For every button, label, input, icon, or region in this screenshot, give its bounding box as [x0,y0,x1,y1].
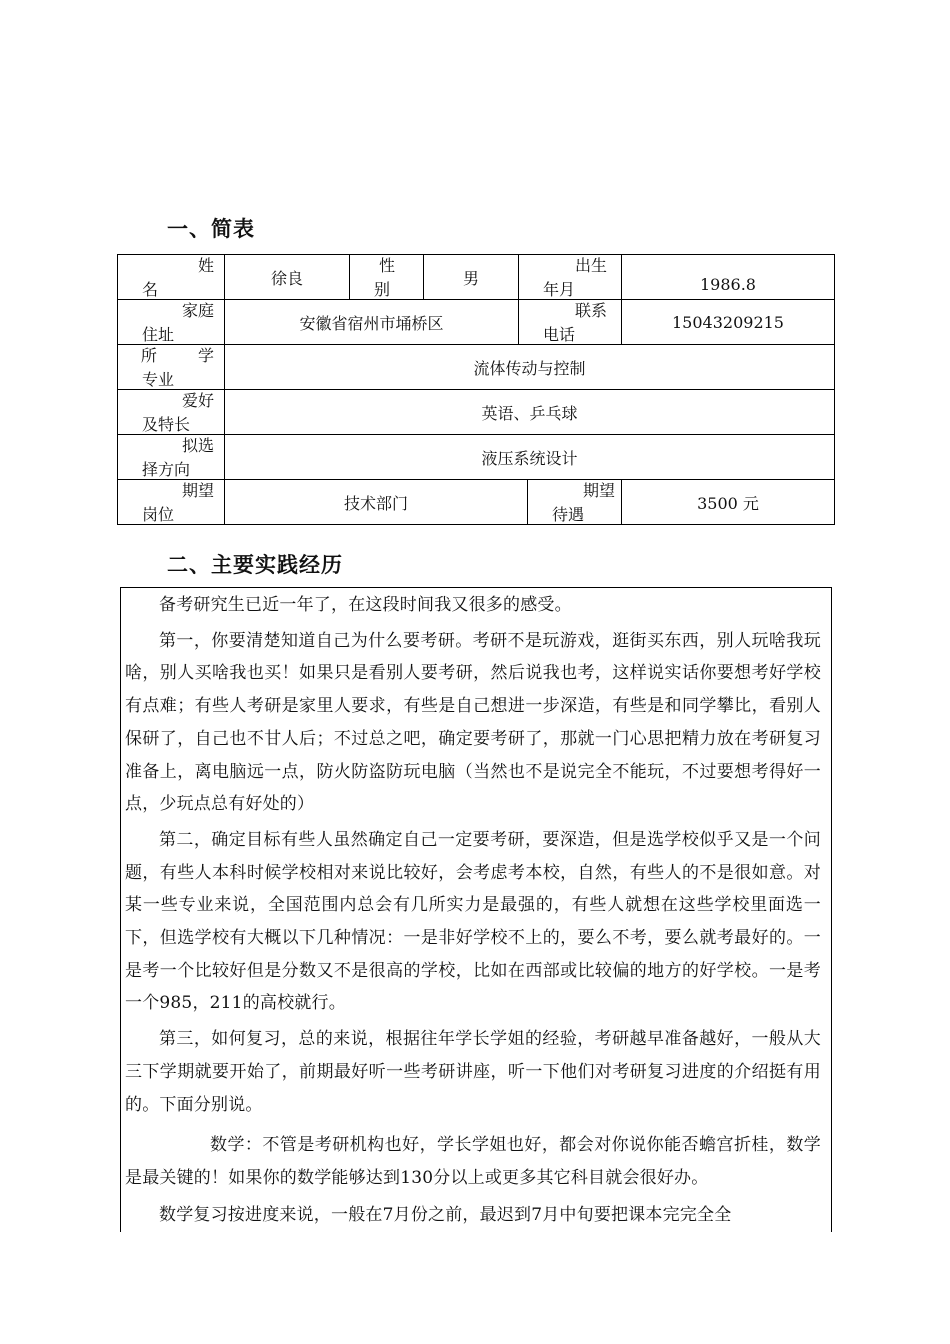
hobby-value: 英语、乒乓球 [225,390,835,435]
experience-paragraph: 第一，你要清楚知道自己为什么要考研。考研不是玩游戏，逛街买东西，别人玩啥我玩啥，别人买啥我也买！如果只是看别人要考研，然后说我也考，这样说实话你要想考好学校有点难；有些人考研是家里人要求，有些是自己想进一步深造，有些是和同学攀比，看别人保研了，自己也不甘人后；不过总之吧，确定要考研了，那就一门心思把精力放在考研复习准备上，离电脑远一点，防火防盗防玩电脑（当然也不是说完全不能玩，不过要想考得好一点，少玩点总有好处的） [125,630,821,815]
birth-label: 出生 年月 [519,255,622,300]
experience-paragraph: 备考研究生已近一年了，在这段时间我又很多的感受。 [159,595,572,615]
experience-paragraph: 第三，如何复习，总的来说，根据往年学长学姐的经验，考研越早准备越好，一般从大三下学期就要开始了，前期最好听一些考研讲座，听一下他们对考研复习进度的介绍挺有用的。下面分别说。 [125,1029,821,1115]
table-row [118,390,835,435]
address-value: 安徽省宿州市埇桥区 [225,300,519,345]
summary-table [117,254,835,525]
major-value: 流体传动与控制 [225,345,835,390]
gender-label: 性 别 [350,255,424,300]
section-title-experience: 二、主要实践经历 [167,553,343,577]
direction-label: 拟选 择方向 [118,435,225,480]
phone-value: 15043209215 [622,300,835,345]
name-label: 姓 名 [118,255,225,300]
position-value: 技术部门 [225,480,528,525]
phone-label: 联系 电话 [519,300,622,345]
experience-paragraph: 数学复习按进度来说，一般在7月份之前，最迟到7月中旬要把课本完完全全 [159,1204,732,1225]
hobby-label: 爱好 及特长 [118,390,225,435]
position-label: 期望 岗位 [118,480,225,525]
experience-box [120,587,832,1232]
birth-value: 1986.8 [622,255,835,300]
table-row [118,300,835,345]
name-value: 徐良 [225,255,350,300]
section-title-summary: 一、简表 [167,217,255,241]
address-label: 家庭 住址 [118,300,225,345]
experience-paragraph: 数学：不管是考研机构也好，学长学姐也好，都会对你说你能否蟾宫折桂，数学是最关键的！如果你的数学能够达到130分以上或更多其它科目就会很好办。 [125,1135,821,1188]
table-row [118,435,835,480]
experience-paragraph: 第二，确定目标有些人虽然确定自己一定要考研，要深造，但是选学校似乎又是一个问题，有些人本科时候学校相对来说比较好，会考虑考本校，自然，有些人的不是很如意。对某一些专业来说，全国范围内总会有几所实力是最强的，有些人就想在这些学校里面选一下，但选学校有大概以下几种情况：一是非好学校不上的，要么不考，要么就考最好的。一是考一个比较好但是分数又不是很高的学校，比如在西部或比较偏的地方的好学校。一是考一个985，211的高校就行。 [125,829,821,1014]
major-label: 所 学 专业 [118,345,225,390]
salary-label: 期望 待遇 [528,480,622,525]
table-row [118,255,835,300]
table-row [118,345,835,390]
direction-value: 液压系统设计 [225,435,835,480]
table-row [118,480,835,525]
gender-value: 男 [424,255,519,300]
salary-value: 3500 元 [622,480,835,525]
